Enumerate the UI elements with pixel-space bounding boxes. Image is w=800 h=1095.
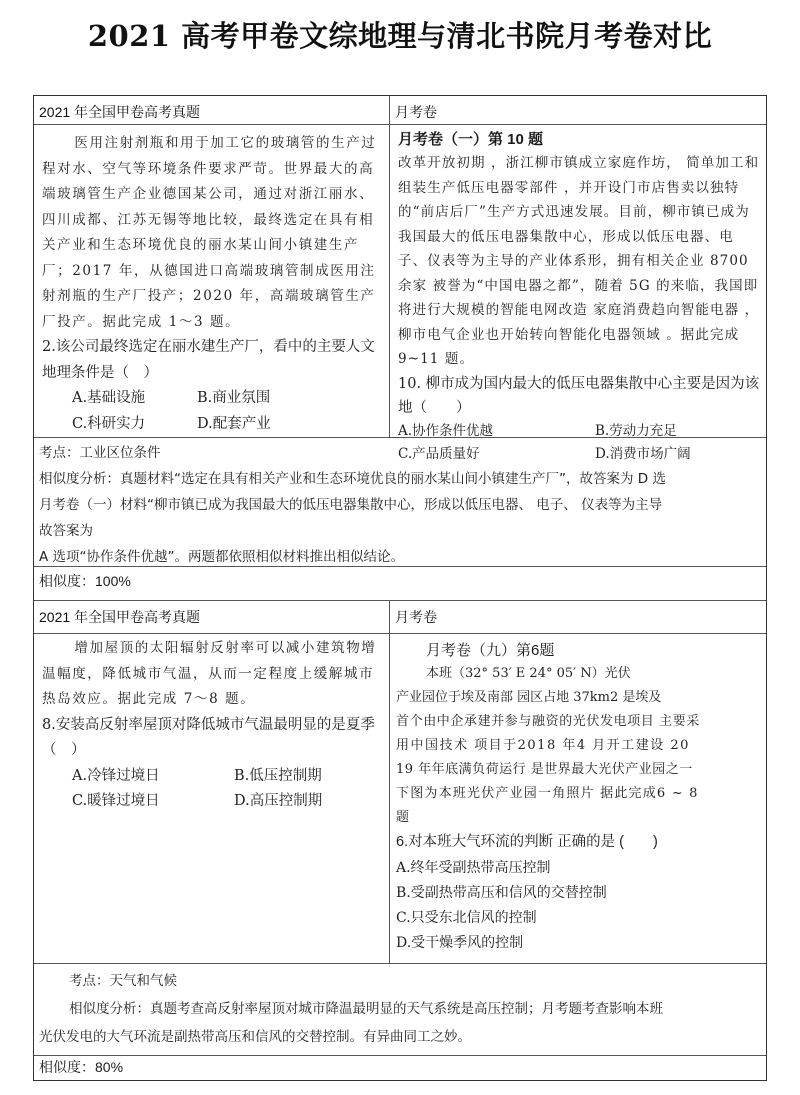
material-line: 下图为本班光伏产业园一角照片 据此完成6 ~ 8 bbox=[396, 786, 699, 801]
header-monthly-exam: 月考卷 bbox=[395, 609, 437, 625]
real-exam-question-1 bbox=[34, 125, 390, 437]
real-exam-question: 2.该公司最终选定在丽水建生产厂，看中的主要人文地理条件是（ ） bbox=[42, 339, 375, 381]
option-b: B.商业氛围 bbox=[197, 390, 271, 406]
material-line: 本班（32° 53′ E 24° 05′ N）光伏 bbox=[426, 666, 631, 681]
analysis-line: A 选项“协作条件优越”。两题都依照相似材料推出相似结论。 bbox=[39, 549, 405, 565]
comparison-table bbox=[33, 95, 767, 1081]
option-b: B.受副热带高压和信风的交替控制 bbox=[396, 884, 607, 901]
section-2-analysis-row bbox=[34, 964, 766, 1056]
section-1-analysis-row bbox=[34, 438, 766, 567]
monthly-exam-question-2 bbox=[390, 634, 766, 963]
monthly-exam-options bbox=[396, 856, 760, 956]
header-real-exam: 2021 年全国甲卷高考真题 bbox=[34, 601, 390, 633]
options-row bbox=[42, 764, 381, 790]
option-a: A.终年受副热带高压控制 bbox=[396, 859, 551, 876]
options-row bbox=[42, 789, 381, 815]
real-exam-question-2 bbox=[34, 634, 390, 963]
monthly-exam-material: 改革开放初期 ，浙江柳市镇成立家庭作坊， 简单加工和组装生产低压电器零部件 ，并开设门市店售卖以独特的“前店后厂”生产方式迅速发展。目前，柳市镇已成为我国最大的低压电器集散中心，形成以低压电器、电子、仪表等为主导的产业体系形，拥有相关企业 8700 余家 被誉为“中国电器之都”，随着 5G 的来临，我国即将进行大规模的智能电网改造 家庭消费趋向智能电器 ，柳市电气企业也开始转向智能化电器领域 。据此完成 9~11 题。 bbox=[398, 155, 760, 367]
section-1-similarity-row bbox=[34, 567, 766, 601]
real-exam-material: 增加屋顶的太阳辐射反射率可以减小建筑物增温幅度，降低城市气温，从而一定程度上缓解城市热岛效应。据此完成 7～8 题。 bbox=[42, 640, 377, 707]
monthly-exam-question-1 bbox=[390, 125, 766, 462]
option-d: D.高压控制期 bbox=[234, 793, 323, 809]
option-a: A.基础设施 bbox=[72, 390, 146, 406]
material-line: 题 bbox=[396, 810, 410, 825]
monthly-exam-heading: 月考卷（一）第 10 题 bbox=[398, 131, 544, 148]
section-1-header-row bbox=[34, 96, 766, 125]
option-a: A.冷锋过境日 bbox=[72, 767, 160, 784]
real-exam-material: 医用注射剂瓶和用于加工它的玻璃管的生产过程对水、空气等环境条件要求严苛。世界最大的高端玻璃管生产企业德国某公司，通过对浙江丽水、四川成都、江苏无锡等地比较，最终选定在具有相关产业和生态环境优良的丽水某山间小镇建生产厂；2017 年，从德国进口高端玻璃管制成医用注射剂瓶的生产厂投产；2020 年，高端玻璃管生产厂投产。据此完成 1～3 题。 bbox=[42, 135, 377, 330]
analysis-line: 光伏发电的大气环流是副热带高压和信风的交替控制。有异曲同工之妙。 bbox=[39, 1029, 471, 1045]
option-d: D.受干燥季风的控制 bbox=[396, 934, 524, 951]
analysis-line: 月考卷（一）材料“柳市镇已成为我国最大的低压电器集散中心，形成以低压电器、 电子、 仪表等为主导 bbox=[39, 497, 663, 513]
analysis-line: 相似度分析：真题材料“选定在具有相关产业和生态环境优良的丽水某山间小镇建生产厂”，故答案为 D 选 bbox=[39, 471, 666, 487]
option-d: D.消费市场广阔 bbox=[595, 445, 691, 462]
material-line: 19 年年底满负荷运行 是世界最大光伏产业园之一 bbox=[396, 762, 693, 777]
section-2-content-row bbox=[34, 634, 766, 964]
option-c: C.科研实力 bbox=[72, 415, 146, 432]
material-line: 用中国技术 项目于2018 年4 月开工建设 20 bbox=[396, 738, 690, 753]
analysis-line: 相似度分析：真题考查高反射率屋顶对城市降温最明显的天气系统是高压控制；月考题考查影响本班 bbox=[69, 1001, 663, 1017]
option-c: C.暖锋过境日 bbox=[72, 793, 160, 809]
real-exam-question: 8.安装高反射率屋顶对降低城市气温最明显的是夏季（ ） bbox=[42, 716, 375, 758]
material-line: 产业园位于埃及南部 园区占地 37km2 是埃及 bbox=[396, 690, 662, 705]
header-real-exam: 2021 年全国甲卷高考真题 bbox=[34, 96, 390, 124]
monthly-exam-material bbox=[396, 662, 760, 830]
analysis-topic: 考点：天气和气候 bbox=[69, 973, 177, 989]
analysis-topic: 考点：工业区位条件 bbox=[39, 445, 161, 461]
section-2-header-row bbox=[34, 601, 766, 634]
analysis-block bbox=[34, 964, 766, 1055]
monthly-exam-question: 6.对本班大气环流的判断 正确的是 ( ) bbox=[396, 834, 658, 850]
similarity-score: 相似度：100% bbox=[39, 573, 131, 589]
analysis-block bbox=[34, 438, 766, 566]
monthly-exam-question: 10. 柳市成为国内最大的低压电器集散中心主要是因为该地（ ） bbox=[398, 375, 760, 416]
similarity-score: 相似度：80% bbox=[39, 1059, 124, 1075]
options-row bbox=[42, 412, 381, 438]
analysis-line: 故答案为 bbox=[39, 523, 93, 539]
option-b: B.低压控制期 bbox=[234, 767, 322, 784]
material-line: 首个由中企承建并参与融资的光伏发电项目 主要采 bbox=[396, 714, 700, 729]
options-row bbox=[42, 386, 381, 412]
monthly-exam-heading: 月考卷（九）第6题 bbox=[426, 642, 555, 659]
page-title: 2021 高考甲卷文综地理与清北书院月考卷对比 bbox=[87, 19, 713, 53]
option-c: C.产品质量好 bbox=[398, 445, 480, 462]
option-c: C.只受东北信风的控制 bbox=[396, 909, 537, 926]
option-a: A.协作条件优越 bbox=[398, 422, 494, 439]
header-monthly-exam: 月考卷 bbox=[395, 104, 437, 120]
section-2-similarity-row bbox=[34, 1056, 766, 1080]
option-d: D.配套产业 bbox=[197, 415, 271, 432]
option-b: B.劳动力充足 bbox=[595, 422, 677, 439]
